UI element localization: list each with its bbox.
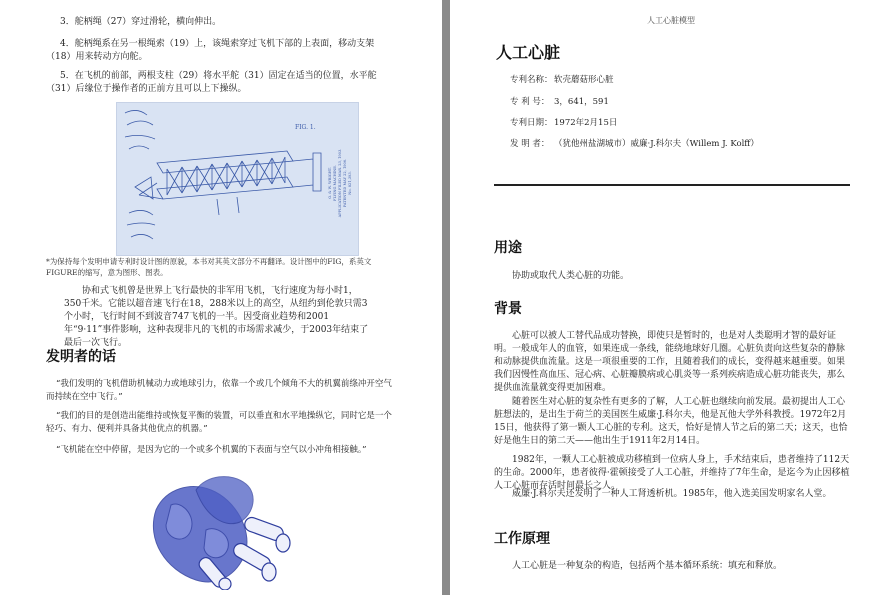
section-heading-usage: 用途	[494, 240, 522, 256]
running-head: 人工心脏模型	[647, 16, 695, 25]
meta-label: 专利日期：	[510, 118, 553, 128]
meta-value: 3，641，591	[554, 97, 609, 107]
inventor-row	[510, 138, 759, 150]
stamp-line: No. 821,393.	[348, 171, 352, 195]
flying-machine-drawing	[117, 103, 358, 255]
divider-rule	[494, 184, 850, 186]
inventor-quote: “我们发明的飞机借助机械动力或地球引力，依靠一个或几个倾角不大的机翼前绦冲开空气而持续在空中飞行。”	[46, 379, 392, 402]
section-heading-background: 背景	[494, 301, 522, 317]
right-page	[450, 0, 892, 595]
patent-name-row	[510, 74, 614, 86]
artificial-heart-image	[136, 470, 296, 590]
background-paragraph: 1982年，一颗人工心脏被成功移植到一位病人身上，手术结束后，患者维持了112天的生命。2000年，患者彼得·霍顿接受了人工心脏，并维持了7年生命，是迄今为止因移植人工心脏而存活时间最长之人。	[494, 455, 850, 491]
section-heading-inventor-words: 发明者的话	[46, 349, 116, 365]
patent-stamp	[328, 149, 352, 219]
page-title: 人工心脏	[496, 43, 561, 62]
background-paragraph: 心脏可以被人工替代品成功替换，即使只是暂时的，也是对人类聪明才智的最好证明。一般成年人的血管，如果连成一条线，能绕地球好几圈。心脏负责向这些复杂的静脉和动脉提供血流量。这是一项很重要的工作，且随着我们的成长，变得越来越重要。如果我们因慢性高血压、冠心病、心脏瓣膜病或心肌炎等一系列疾病造成心脏功能丧失，那么提供血流量就变得更加困难。	[494, 331, 846, 393]
section-heading-principle: 工作原理	[494, 531, 550, 547]
meta-value: 1972年2月15日	[554, 118, 618, 128]
inventor-quote: “我们的目的是创造出能维持或恢复平衡的装置，可以垂直和水平地操纵它，同时它是一个轻巧、有力、便利并具备其他优点的机器。”	[46, 411, 392, 434]
left-page	[0, 0, 442, 595]
figure-label: FIG. 1.	[295, 124, 316, 131]
usage-text: 协助或取代人类心脏的功能。	[512, 271, 630, 281]
meta-label: 发 明 者：	[510, 139, 550, 149]
patent-number-row	[510, 96, 609, 108]
meta-label: 专 利 号：	[510, 97, 550, 107]
stamp-line: FLYING MACHINE.	[333, 164, 337, 202]
concorde-paragraph: 协和式飞机曾是世界上飞行最快的非军用飞机，飞行速度为每小时1，350千米。它能以超音速飞行在18，288米以上的高空，从纽约到伦敦只需3个小时，飞行时间不到波音747飞机的一半。因受商业趋势和2001年“9·11”事件影响，这种表现非凡的飞机的市场需求减少，于2003年结束了最后一次飞行。	[64, 286, 369, 348]
meta-value: （犹他州盐湖城市）威廉·J.科尔夫（Willem J. Kolff）	[554, 139, 759, 149]
patent-drawing-figure	[116, 102, 359, 256]
step-4-text: 4．舵柄绳系在另一根绳索（19）上，该绳索穿过飞机下部的上表面，移动支架（18）用来转动方向舵。	[46, 39, 375, 62]
meta-value: 软壳蘑菇形心脏	[554, 75, 614, 85]
principle-text: 人工心脏是一种复杂的构造，包括两个基本循环系统：填充和释放。	[512, 561, 783, 571]
figure-caption: *为保持每个发明申请专利时设计图的原貌，本书对其英文部分不再翻译。设计图中的FIG，系英文FIGURE的缩写，意为图形、图表。	[46, 257, 372, 277]
background-paragraph: 威廉·J.科尔夫还发明了一种人工肾透析机。1985年，他入选美国发明家名人堂。	[512, 489, 832, 499]
stamp-line: PATENTED MAY 22, 1906.	[343, 158, 347, 208]
step-5-text: 5．在飞机的前部，两根支柱（29）将水平舵（31）固定在适当的位置，水平舵（31）后缘位于操作者的正前方且可以上下操纵。	[46, 71, 377, 94]
patent-date-row	[510, 117, 617, 129]
inventor-quote: “飞机能在空中停留，是因为它的一个或多个机翼的下表面与空气以小冲角相接触。”	[56, 445, 367, 455]
step-3-text: 3．舵柄绳（27）穿过滑轮，横向伸出。	[60, 17, 222, 27]
stamp-line: APPLICATION FILED MAR. 23, 1903.	[338, 148, 342, 218]
meta-label: 专利名称：	[510, 75, 553, 85]
background-paragraph: 随着医生对心脏的复杂性有更多的了解，人工心脏也继续向前发展。最初提出人工心脏想法的，是出生于荷兰的美国医生威廉·J.科尔夫，他是瓦他大学外科教授。1972年2月15日，他获得了第一颗人工心脏的专利。这天，恰好是情人节之后的第二天；这天，也恰好是他生日的第二天——他出生于1911年2月14日。	[494, 397, 848, 446]
stamp-line: O. & W. WRIGHT.	[328, 167, 332, 199]
